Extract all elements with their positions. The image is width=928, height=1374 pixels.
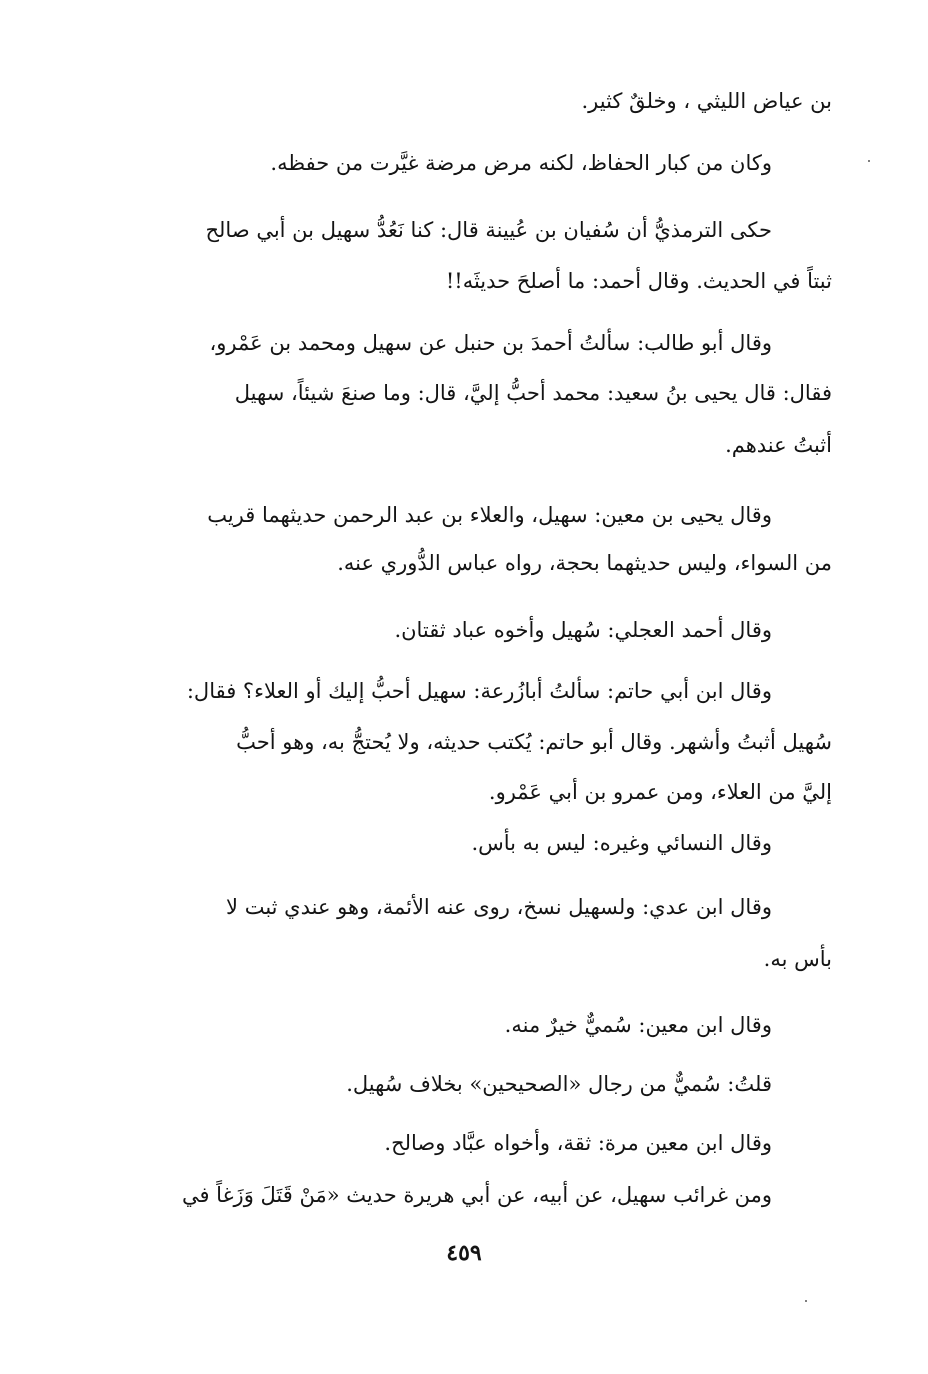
text-line: وكان من كبار الحفاظ، لكنه مرض مرضة غيَّرت من حفظه. xyxy=(270,151,772,175)
text-line: وقال يحيى بن معين: سهيل، والعلاء بن عبد الرحمن حديثهما قريب xyxy=(207,503,772,527)
text-line: ومن غرائب سهيل، عن أبيه، عن أبي هريرة حديث «مَنْ قَتَلَ وَزَغاً في xyxy=(181,1183,772,1207)
text-line: أثبتُ عندهم. xyxy=(725,433,832,457)
text-line: سُهيل أثبتُ وأشهر. وقال أبو حاتم: يُكتب حديثه، ولا يُحتجُّ به، وهو أحبُّ xyxy=(236,730,832,754)
text-line: وقال أبو طالب: سألتُ أحمدَ بن حنبل عن سهيل ومحمد بن عَمْرو، xyxy=(209,331,772,355)
text-line: وقال أحمد العجلي: سُهيل وأخوه عباد ثقتان. xyxy=(394,618,772,642)
text-line: بأس به. xyxy=(763,947,832,971)
page-number: ٤٥٩ xyxy=(446,1240,482,1266)
text-line: وقال النسائي وغيره: ليس به بأس. xyxy=(471,831,772,855)
text-line: وقال ابن أبي حاتم: سألتُ أبازُرعة: سهيل أحبُّ إليك أو العلاء؟ فقال: xyxy=(186,679,772,703)
text-line: ثبتاً في الحديث. وقال أحمد: ما أصلحَ حديثَه!! xyxy=(445,269,832,293)
text-line: وقال ابن معين: سُميٌّ خيرٌ منه. xyxy=(504,1013,772,1037)
text-line: وقال ابن معين مرة: ثقة، وأخواه عبَّاد وصالح. xyxy=(384,1131,772,1155)
scan-speck xyxy=(868,160,870,162)
text-line: قلتُ: سُميٌّ من رجال «الصحيحين» بخلاف سُهيل. xyxy=(346,1072,772,1096)
text-line: إليَّ من العلاء، ومن عمرو بن أبي عَمْرو. xyxy=(488,780,832,804)
scan-speck xyxy=(805,1300,807,1302)
text-line: من السواء، وليس حديثهما بحجة، رواه عباس الدُّوري عنه. xyxy=(337,551,832,575)
text-line: حكى الترمذيُّ أن سُفيان بن عُيينة قال: كنا نَعُدُّ سهيل بن أبي صالح xyxy=(205,218,772,242)
text-line: فقال: قال يحيى بنُ سعيد: محمد أحبُّ إليَّ، قال: وما صنعَ شيئاً، سهيل xyxy=(234,381,832,405)
text-line: وقال ابن عدي: ولسهيل نسخ، روى عنه الأئمة، وهو عندي ثبت لا xyxy=(226,895,772,919)
text-line: بن عياض الليثي ، وخلقٌ كثير. xyxy=(581,89,832,113)
